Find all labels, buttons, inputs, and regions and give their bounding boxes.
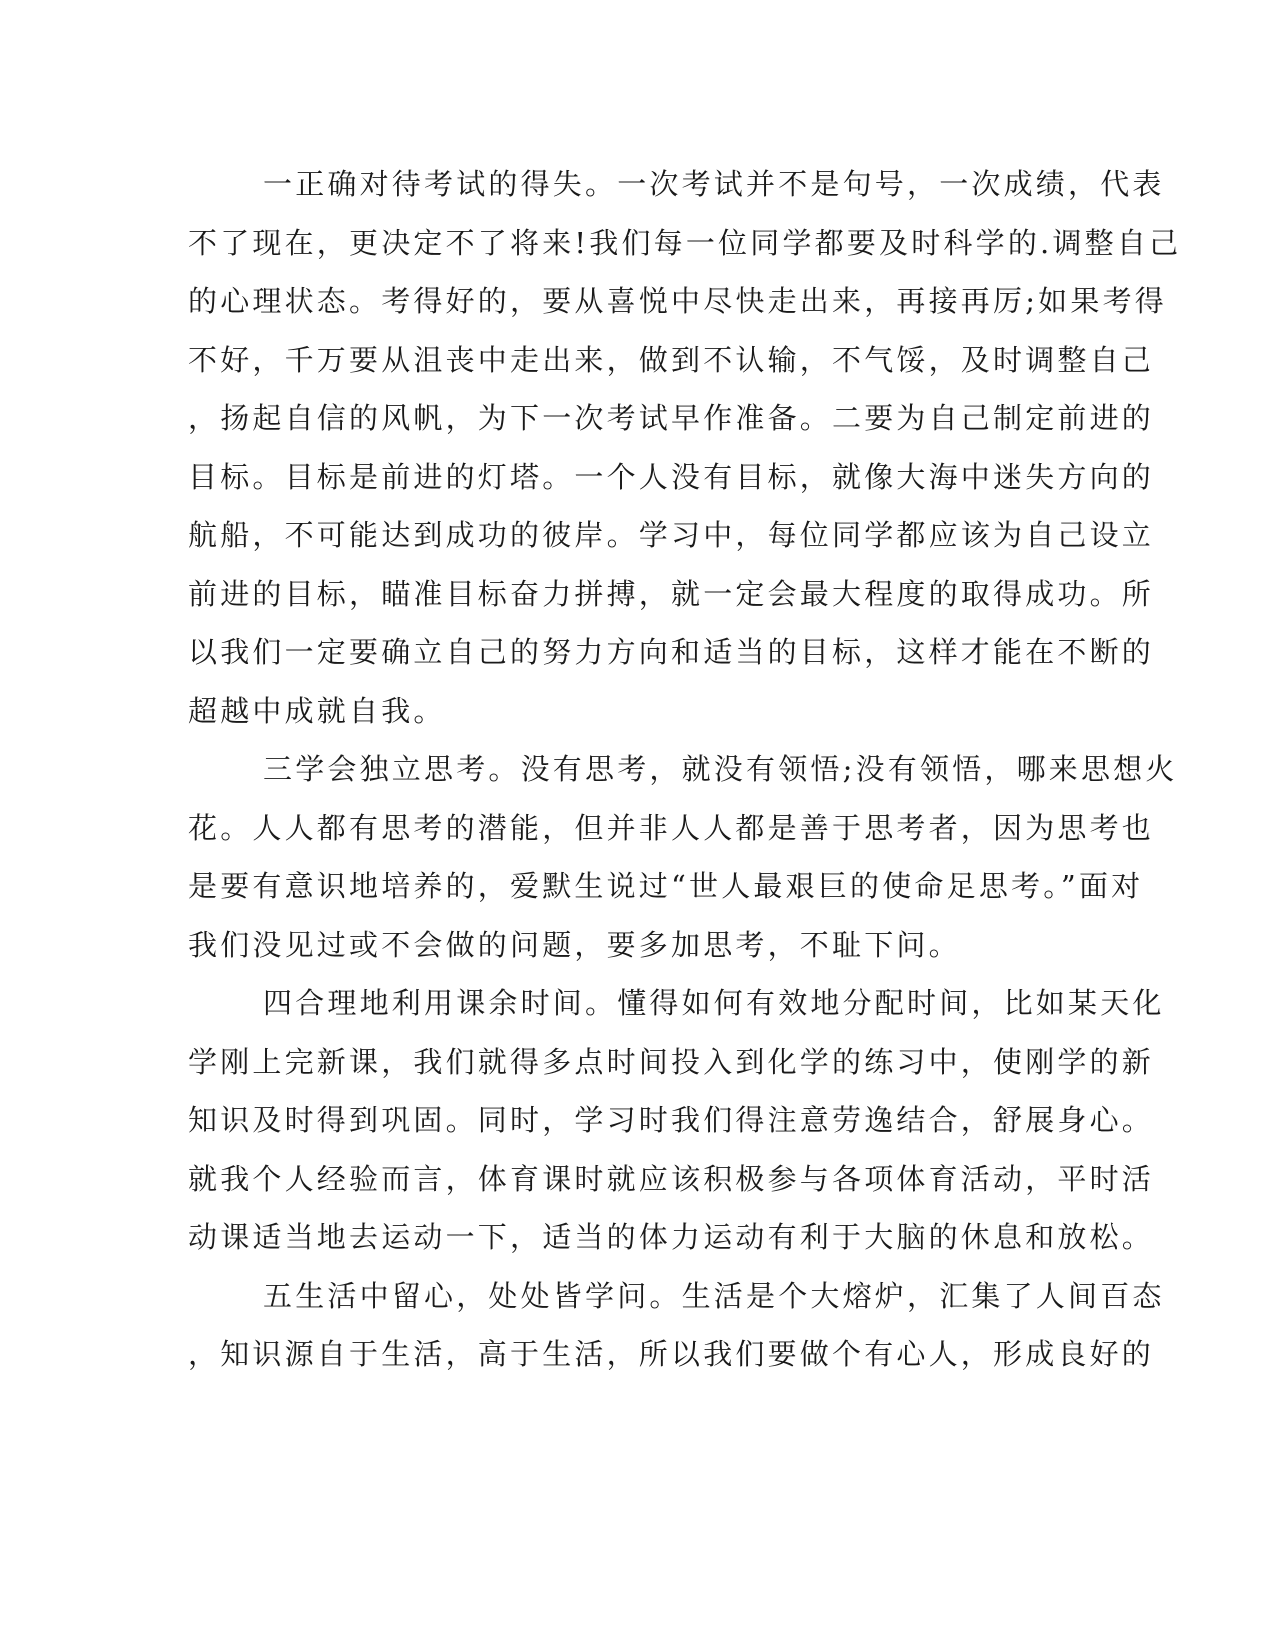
paragraph-4-line-2: ，知识源自于生活，高于生活，所以我们要做个有心人，形成良好的 xyxy=(188,1337,1155,1371)
paragraph-1-line-2: 不了现在，更决定不了将来!我们每一位同学都要及时科学的.调整自己 xyxy=(188,226,1182,260)
paragraph-3-line-4: 就我个人经验而言，体育课时就应该积极参与各项体育活动，平时活 xyxy=(188,1162,1155,1196)
paragraph-2-line-4: 我们没见过或不会做的问题，要多加思考，不耻下问。 xyxy=(188,928,961,962)
paragraph-1-line-5: ，扬起自信的风帆，为下一次考试早作准备。二要为自己制定前进的 xyxy=(188,401,1155,435)
paragraph-4-line-1: 五生活中留心，处处皆学问。生活是个大熔炉，汇集了人间百态 xyxy=(263,1279,1165,1313)
paragraph-1-line-7: 航船，不可能达到成功的彼岸。学习中，每位同学都应该为自己设立 xyxy=(188,518,1155,552)
paragraph-1-line-6: 目标。目标是前进的灯塔。一个人没有目标，就像大海中迷失方向的 xyxy=(188,460,1155,494)
paragraph-1-line-8: 前进的目标，瞄准目标奋力拼搏，就一定会最大程度的取得成功。所 xyxy=(188,577,1155,611)
paragraph-2-line-1: 三学会独立思考。没有思考，就没有领悟;没有领悟，哪来思想火 xyxy=(263,752,1178,786)
paragraph-2-line-3: 是要有意识地培养的，爱默生说过“世人最艰巨的使命足思考。”面对 xyxy=(188,869,1144,903)
paragraph-1-line-4: 不好，千万要从沮丧中走出来，做到不认输，不气馁，及时调整自己 xyxy=(188,343,1155,377)
paragraph-3-line-2: 学刚上完新课，我们就得多点时间投入到化学的练习中，使刚学的新 xyxy=(188,1045,1155,1079)
paragraph-3-line-5: 动课适当地去运动一下，适当的体力运动有利于大脑的休息和放松。 xyxy=(188,1220,1155,1254)
paragraph-2-line-2: 花。人人都有思考的潜能，但并非人人都是善于思考者，因为思考也 xyxy=(188,811,1155,845)
paragraph-1-line-1: 一正确对待考试的得失。一次考试并不是句号，一次成绩，代表 xyxy=(263,167,1165,201)
paragraph-3-line-3: 知识及时得到巩固。同时，学习时我们得注意劳逸结合，舒展身心。 xyxy=(188,1103,1155,1137)
paragraph-3-line-1: 四合理地利用课余时间。懂得如何有效地分配时间，比如某天化 xyxy=(263,986,1165,1020)
paragraph-1-line-3: 的心理状态。考得好的，要从喜悦中尽快走出来，再接再厉;如果考得 xyxy=(188,284,1167,318)
paragraph-1-line-10: 超越中成就自我。 xyxy=(188,694,446,728)
paragraph-1-line-9: 以我们一定要确立自己的努力方向和适当的目标，这样才能在不断的 xyxy=(188,635,1155,669)
